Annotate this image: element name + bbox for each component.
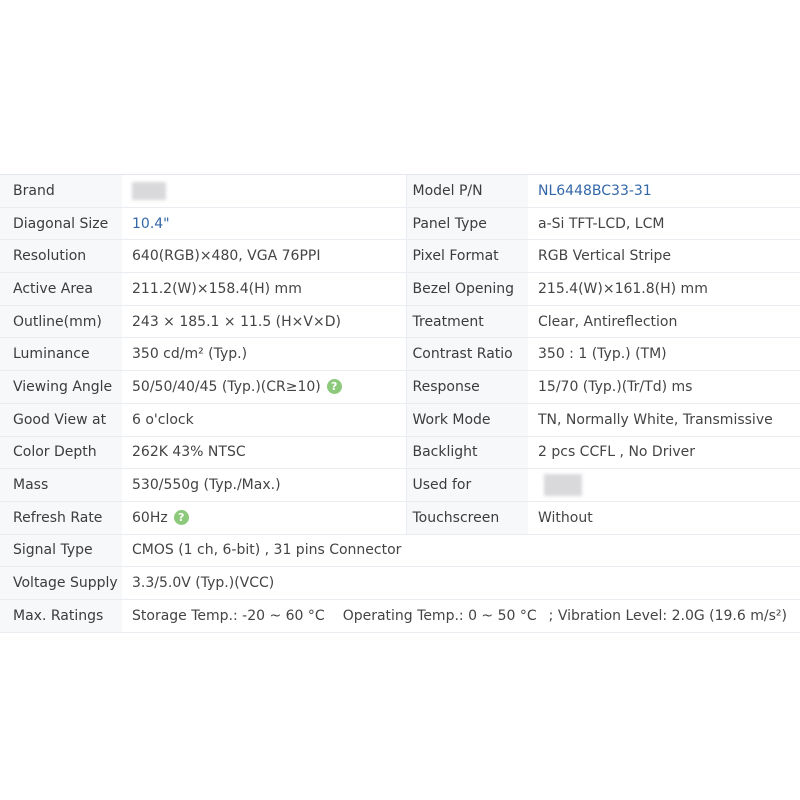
- storage-temp: Storage Temp.: -20 ~ 60 °C: [132, 607, 325, 624]
- spec-label: Brand: [0, 175, 122, 208]
- spec-value-max-ratings: [122, 599, 800, 632]
- spec-value: TN, Normally White, Transmissive: [528, 403, 800, 436]
- spec-value: Clear, Antireflection: [528, 305, 800, 338]
- table-row: [0, 469, 800, 502]
- spec-label: Treatment: [406, 305, 528, 338]
- spec-value: Without: [528, 501, 800, 534]
- spec-value: a-Si TFT-LCD, LCM: [528, 207, 800, 240]
- model-pn-link[interactable]: NL6448BC33-31: [538, 182, 652, 199]
- spec-label: Contrast Ratio: [406, 338, 528, 371]
- blurred-used-for-image: [544, 474, 582, 496]
- spec-label: Refresh Rate: [0, 501, 122, 534]
- table-row: [0, 240, 800, 273]
- spec-value: 243 × 185.1 × 11.5 (H×V×D): [122, 305, 406, 338]
- spec-label: Backlight: [406, 436, 528, 469]
- spec-value: 215.4(W)×161.8(H) mm: [528, 273, 800, 306]
- spec-value: 2 pcs CCFL , No Driver: [528, 436, 800, 469]
- spec-value: 15/70 (Typ.)(Tr/Td) ms: [528, 371, 800, 404]
- spec-value: 211.2(W)×158.4(H) mm: [122, 273, 406, 306]
- spec-value: 6 o'clock: [122, 403, 406, 436]
- table-row: [0, 403, 800, 436]
- spec-label: Color Depth: [0, 436, 122, 469]
- spec-label: Max. Ratings: [0, 599, 122, 632]
- table-row: [0, 305, 800, 338]
- blurred-brand-image: [132, 182, 166, 200]
- spec-label: Pixel Format: [406, 240, 528, 273]
- table-row: [0, 567, 800, 600]
- table-row: [0, 371, 800, 404]
- operating-temp: Operating Temp.: 0 ~ 50 °C: [342, 607, 537, 624]
- spec-label: Bezel Opening: [406, 273, 528, 306]
- spec-label: Viewing Angle: [0, 371, 122, 404]
- spec-value-text: 60Hz: [132, 509, 168, 526]
- table-row: [0, 599, 800, 632]
- table-row: [0, 501, 800, 534]
- table-row: [0, 175, 800, 208]
- spec-value: 530/550g (Typ./Max.): [122, 469, 406, 502]
- spec-value: RGB Vertical Stripe: [528, 240, 800, 273]
- help-icon[interactable]: ?: [327, 379, 342, 394]
- vibration-level: ; Vibration Level: 2.0G (19.6 m/s²): [548, 607, 787, 624]
- spec-value-refresh-rate: [122, 501, 406, 534]
- spec-label: Panel Type: [406, 207, 528, 240]
- spec-value-text: 50/50/40/45 (Typ.)(CR≥10): [132, 378, 321, 395]
- table-row: [0, 436, 800, 469]
- spec-value: 262K 43% NTSC: [122, 436, 406, 469]
- spec-label: Used for: [406, 469, 528, 502]
- table-row: [0, 534, 800, 567]
- spec-label: Model P/N: [406, 175, 528, 208]
- spec-label: Touchscreen: [406, 501, 528, 534]
- spec-label: Luminance: [0, 338, 122, 371]
- spec-value: CMOS (1 ch, 6-bit) , 31 pins Connector: [122, 534, 800, 567]
- table-row: [0, 207, 800, 240]
- spec-value: 350 : 1 (Typ.) (TM): [528, 338, 800, 371]
- spec-label: Outline(mm): [0, 305, 122, 338]
- spec-label: Active Area: [0, 273, 122, 306]
- table-row: [0, 273, 800, 306]
- spec-label: Signal Type: [0, 534, 122, 567]
- spec-label: Voltage Supply: [0, 567, 122, 600]
- spec-label: Response: [406, 371, 528, 404]
- spec-table: [0, 174, 800, 633]
- spec-value-model-link[interactable]: [528, 175, 800, 208]
- spec-label: Mass: [0, 469, 122, 502]
- spec-label: Good View at: [0, 403, 122, 436]
- spec-value: 350 cd/m² (Typ.): [122, 338, 406, 371]
- spec-value-used-for: [528, 469, 800, 502]
- spec-value-brand: [122, 175, 406, 208]
- help-icon[interactable]: ?: [174, 510, 189, 525]
- diagonal-size-link[interactable]: 10.4": [132, 215, 170, 232]
- table-row: [0, 338, 800, 371]
- spec-label: Diagonal Size: [0, 207, 122, 240]
- spec-label: Work Mode: [406, 403, 528, 436]
- spec-value-diagonal[interactable]: [122, 207, 406, 240]
- spec-label: Resolution: [0, 240, 122, 273]
- spec-value: 3.3/5.0V (Typ.)(VCC): [122, 567, 800, 600]
- spec-value-viewing-angle: [122, 371, 406, 404]
- spec-value: 640(RGB)×480, VGA 76PPI: [122, 240, 406, 273]
